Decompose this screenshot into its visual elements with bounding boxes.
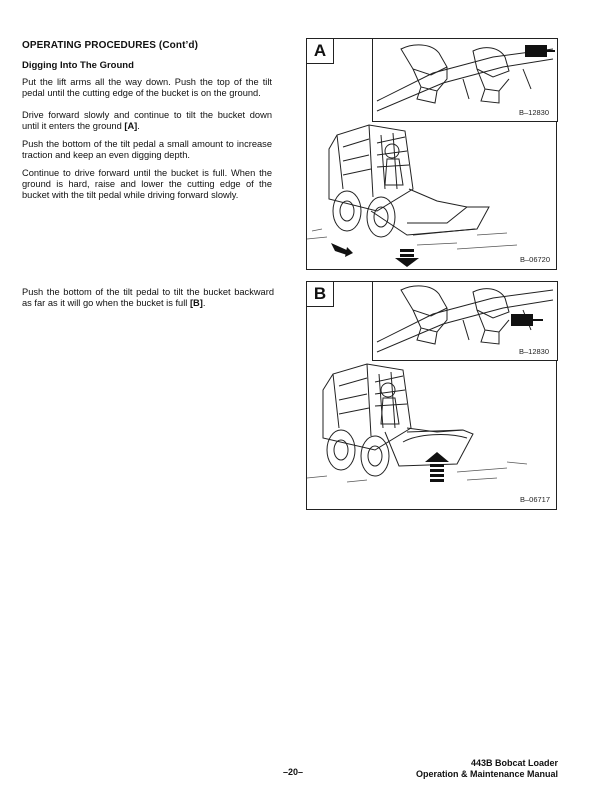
- paragraph-5: [22, 287, 274, 309]
- manual-title-line2: Operation & Maintenance Manual: [415, 769, 558, 779]
- paragraph-4: Continue to drive forward until the bucket is full. When the ground is hard, raise and lower the cutting edge of the bucket with the tilt pedal while driving forward slowly.: [22, 168, 272, 201]
- manual-title: [416, 758, 558, 780]
- skid-steer-loader-illustration: [307, 39, 556, 269]
- figure-b-letter: B: [306, 281, 334, 307]
- figure-a-inset-code: B–12830: [518, 108, 549, 117]
- figure-b-main-code: B–06717: [519, 495, 550, 504]
- figure-b-reference: [B]: [189, 298, 203, 309]
- paragraph-5-end: .: [202, 298, 206, 309]
- figure-a: [306, 38, 557, 270]
- figure-a-letter: A: [306, 38, 334, 64]
- section-heading: OPERATING PROCEDURES (Cont’d): [22, 40, 199, 51]
- paragraph-2-text: Drive forward slowly and continue to tilt the bucket down until it enters the ground: [22, 110, 272, 132]
- paragraph-5-text: Push the bottom of the tilt pedal to tilt the bucket backward as far as it will go when the bucket is full: [22, 287, 274, 309]
- paragraph-2-end: .: [137, 121, 140, 132]
- figure-b-inset-code: B–12830: [518, 347, 549, 356]
- figure-a-reference: [A]: [124, 121, 138, 132]
- subheading: Digging Into The Ground: [22, 60, 134, 71]
- page-number: –20–: [283, 767, 304, 777]
- skid-steer-loader-illustration: [307, 282, 556, 509]
- figure-a-main-code: B–06720: [519, 255, 550, 264]
- paragraph-1: Put the lift arms all the way down. Push the top of the tilt pedal until the cutting edge of the bucket is on the ground.: [22, 77, 272, 99]
- manual-title-line1: 443B Bobcat Loader: [470, 758, 558, 768]
- figure-b: [306, 281, 557, 510]
- paragraph-3: Push the bottom of the tilt pedal a small amount to increase traction and keep an even digging depth.: [22, 139, 272, 161]
- paragraph-2: [22, 110, 272, 132]
